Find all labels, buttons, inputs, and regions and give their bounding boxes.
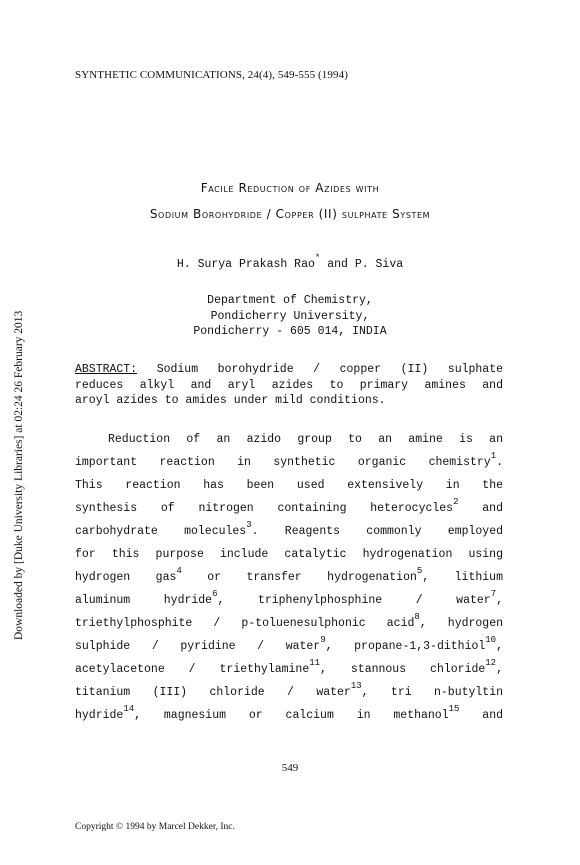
- body-text: and: [458, 502, 503, 515]
- body-text: important reaction in synthetic organic chemistry: [75, 456, 491, 469]
- body-text: , hydrogen: [419, 617, 503, 630]
- body-text: titanium (III) chloride / water: [75, 686, 351, 699]
- body-text: . Reagents commonly employed: [251, 525, 504, 538]
- body-line: [75, 589, 503, 612]
- body-text: , lithium: [422, 571, 503, 584]
- title-line-1: Facile Reduction of Azides with: [200, 181, 380, 195]
- body-line: [75, 520, 503, 543]
- body-line: for this purpose include catalytic hydrogenation using: [75, 548, 503, 561]
- citation-ref: 1: [490, 451, 497, 461]
- citation-ref: 15: [448, 704, 460, 714]
- citation-ref: 14: [123, 704, 135, 714]
- corresponding-mark: *: [314, 253, 321, 263]
- affiliation-line-1: Department of Chemistry,: [207, 294, 373, 307]
- author-2: P. Siva: [354, 258, 404, 271]
- body-line: [75, 681, 503, 704]
- page-number: 549: [281, 762, 299, 774]
- body-line: [75, 612, 503, 635]
- citation-ref: 5: [416, 566, 423, 576]
- body-text: , propane-1,3-dithiol: [325, 640, 486, 653]
- body-text: triethylphosphite / p-toluenesulphonic acid: [75, 617, 415, 630]
- citation-ref: 12: [485, 658, 497, 668]
- body-text: , tri n-butyltin: [361, 686, 504, 699]
- body-text: , stannous chloride: [320, 663, 486, 676]
- body-paragraph: [75, 428, 503, 727]
- abstract-line-1: [75, 362, 503, 378]
- body-text: hydrogen gas: [75, 571, 177, 584]
- body-line: This reaction has been used extensively in the: [75, 479, 503, 492]
- citation-ref: 8: [414, 612, 420, 622]
- body-line: [75, 497, 503, 520]
- author-1: H. Surya Prakash Rao: [176, 258, 315, 271]
- abstract-label: ABSTRACT:: [75, 363, 138, 376]
- body-line: [75, 451, 503, 474]
- body-text: aluminum hydride: [75, 594, 213, 607]
- citation-ref: 2: [453, 497, 459, 507]
- citation-ref: 11: [309, 658, 321, 668]
- body-line: [75, 704, 503, 727]
- title-line-2: Sodium Borohydride / Copper (II) sulphate System: [149, 207, 431, 221]
- affiliation: [60, 293, 520, 340]
- citation-ref: 9: [320, 635, 326, 645]
- citation-ref: 6: [212, 589, 218, 599]
- body-text: ,: [496, 594, 503, 607]
- body-text: .: [496, 456, 503, 469]
- abstract-line-2: reduces alkyl and aryl azides to primary amines and: [75, 378, 503, 392]
- citation-ref: 3: [246, 520, 252, 530]
- journal-header: SYNTHETIC COMMUNICATIONS, 24(4), 549-555 (1994): [75, 69, 348, 81]
- authors: [60, 253, 520, 271]
- citation-ref: 4: [176, 566, 182, 576]
- body-text: and: [459, 709, 503, 722]
- body-line: [75, 566, 503, 589]
- citation-ref: 13: [350, 681, 362, 691]
- citation-ref: 10: [485, 635, 497, 645]
- author-joiner: and: [320, 258, 355, 271]
- affiliation-line-3: Pondicherry - 605 014, INDIA: [193, 325, 387, 338]
- copyright-notice: Copyright © 1994 by Marcel Dekker, Inc.: [75, 822, 235, 832]
- affiliation-line-2: Pondicherry University,: [210, 309, 370, 323]
- abstract-line-1-text: Sodium borohydride / copper (II) sulphate: [156, 363, 503, 376]
- body-text: hydride: [75, 709, 124, 722]
- abstract-line-3: aroyl azides to amides under mild conditions.: [75, 394, 386, 407]
- citation-ref: 7: [490, 589, 497, 599]
- body-text: sulphide / pyridine / water: [75, 640, 321, 653]
- body-text: synthesis of nitrogen containing heterocycles: [75, 502, 454, 515]
- body-text: carbohydrate molecules: [75, 525, 247, 538]
- body-text: , triphenylphosphine / water: [217, 594, 491, 607]
- body-text: ,: [496, 640, 503, 653]
- body-line: Reduction of an azido group to an amine is an: [108, 433, 503, 446]
- body-line: [75, 658, 503, 681]
- body-text: or transfer hydrogenation: [181, 571, 417, 584]
- body-line: [75, 635, 503, 658]
- body-text: ,: [496, 663, 503, 676]
- body-text: acetylacetone / triethylamine: [75, 663, 310, 676]
- abstract: [75, 362, 503, 409]
- download-watermark: Downloaded by [Duke University Libraries] at 02:24 26 February 2013: [13, 310, 25, 640]
- body-text: , magnesium or calcium in methanol: [134, 709, 449, 722]
